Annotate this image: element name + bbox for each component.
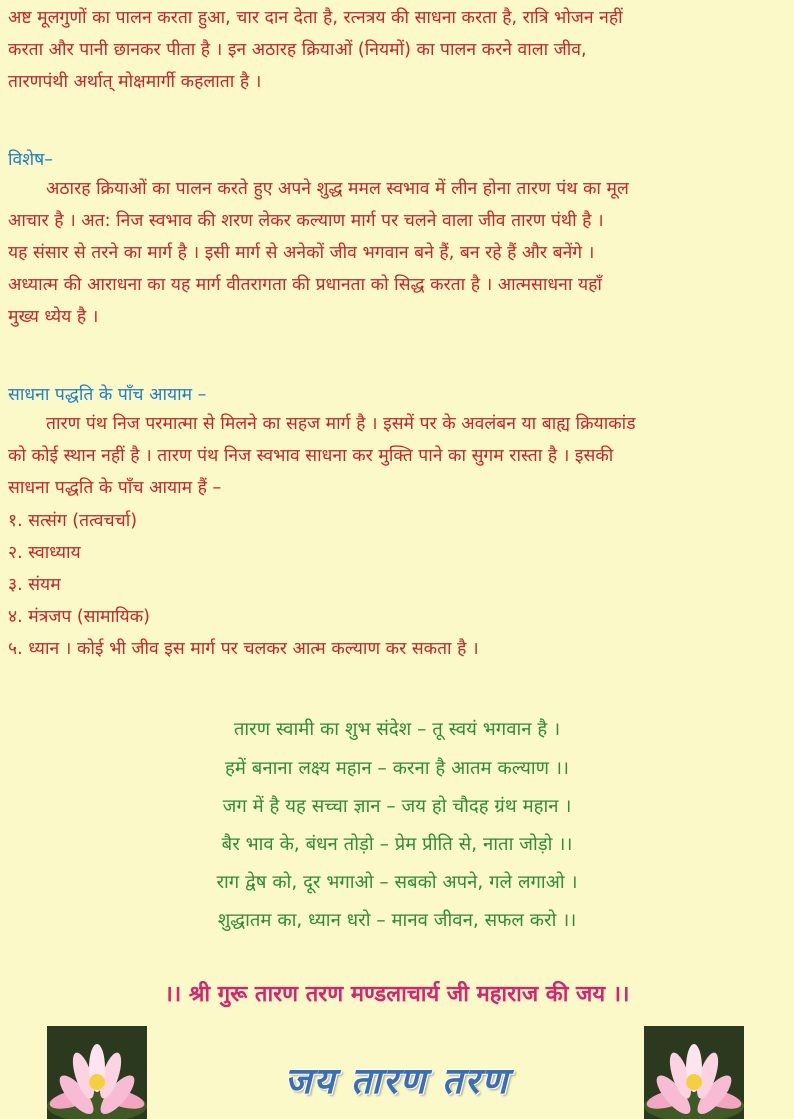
- slogan: ।। श्री गुरू तारण तरण मण्डलाचार्य जी महाराज की जय ।।: [164, 982, 630, 1007]
- practice-line-1-text: तारण पंथ निज परमात्मा से मिलने का सहज मार्ग है । इसमें पर के अवलंबन या बाह्य क्रियाकांड: [46, 414, 636, 434]
- intro-line-1: अष्ट मूलगुणों का पालन करता हुआ, चार दान देता है, रत्नत्रय की साधना करता है, रात्रि भोजन नहीं: [8, 8, 623, 28]
- special-heading: विशेष–: [8, 150, 54, 170]
- practice-line-3: साधना पद्धति के पाँच आयाम हैं –: [8, 478, 222, 498]
- intro-line-3: तारणपंथी अर्थात् मोक्षमार्गी कहलाता है ।: [8, 72, 262, 92]
- brand-title: जय तारण तरण: [284, 1061, 510, 1102]
- practice-item-4: ४. मंत्रजप (सामायिक): [8, 607, 150, 627]
- special-line-5: मुख्य ध्येय है ।: [8, 307, 99, 327]
- verse-line-3: जग में है यह सच्चा ज्ञान – जय हो चौदह ग्रंथ महान ।: [222, 796, 572, 817]
- practice-item-5: ५. ध्यान । कोई भी जीव इस मार्ग पर चलकर आत्म कल्याण कर सकता है ।: [8, 639, 479, 659]
- special-line-4: अध्यात्म की आराधना का यह मार्ग वीतरागता की प्रधानता को सिद्ध करता है । आत्मसाधना यहाँ: [8, 275, 602, 295]
- special-line-1: [8, 173, 784, 206]
- intro-line-2: करता और पानी छानकर पीता है । इन अठारह क्रियाओं (नियमों) का पालन करने वाला जीव,: [8, 40, 587, 60]
- practice-line-1: [8, 408, 784, 441]
- verse-line-1: तारण स्वामी का शुभ संदेश – तू स्वयं भगवान है ।: [233, 719, 561, 740]
- verse-line-2: हमें बनाना लक्ष्य महान – करना है आतम कल्याण ।।: [225, 758, 569, 779]
- special-line-1-text: अठारह क्रियाओं का पालन करते हुए अपने शुद्ध ममल स्वभाव में लीन होना तारण पंथ का मूल: [46, 179, 629, 199]
- practice-item-1: १. सत्संग (तत्वचर्चा): [8, 511, 138, 531]
- verse-line-4: बैर भाव के, बंधन तोड़ो – प्रेम प्रीति से, नाता जोड़ो ।।: [221, 834, 573, 855]
- verse-line-6: शुद्धातम का, ध्यान धरो – मानव जीवन, सफल करो ।।: [217, 910, 577, 931]
- practice-item-2: २. स्वाध्याय: [8, 543, 81, 563]
- practice-heading: साधना पद्धति के पाँच आयाम –: [8, 385, 207, 405]
- practice-item-3: ३. संयम: [8, 575, 61, 595]
- special-line-3: यह संसार से तरने का मार्ग है । इसी मार्ग से अनेकों जीव भगवान बने हैं, बन रहे हैं और बनेंगे ।: [8, 243, 595, 263]
- special-line-2: आचार है । अत: निज स्वभाव की शरण लेकर कल्याण मार्ग पर चलने वाला जीव तारण पंथी है ।: [8, 211, 604, 231]
- verse-line-5: राग द्वेष को, दूर भगाओ – सबको अपने, गले लगाओ ।: [216, 872, 578, 893]
- practice-line-2: को कोई स्थान नहीं है । तारण पंथ निज स्वभाव साधना कर मुक्ति पाने का सुगम रास्ता है । इसकी: [8, 446, 614, 466]
